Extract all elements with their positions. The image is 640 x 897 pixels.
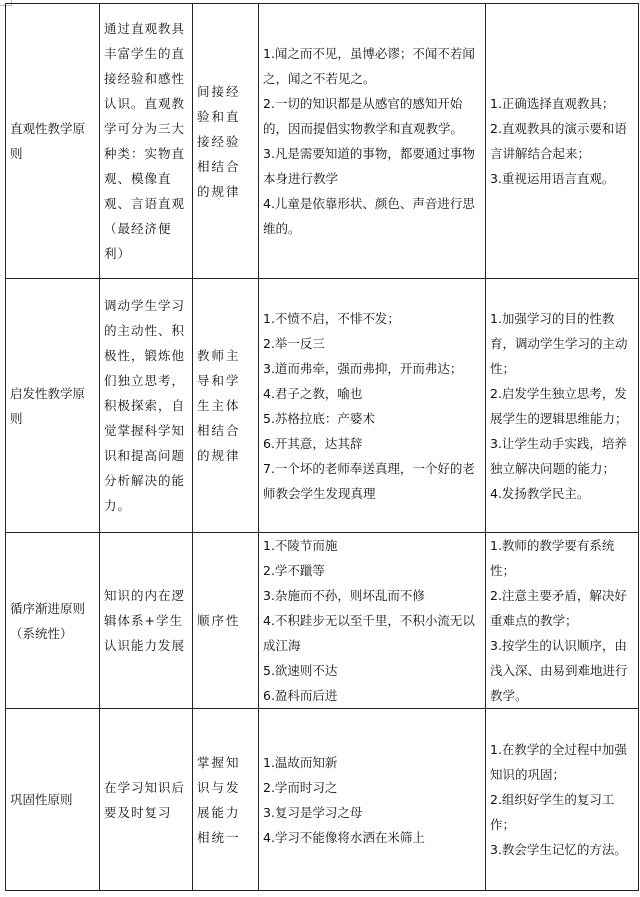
principle-requirements (486, 533, 639, 709)
quote-item: 4.君子之教，喻也 (263, 385, 363, 401)
principle-quotes (259, 279, 486, 533)
principle-meaning: 知识的内在逻辑体系+学生认识能力发展 (100, 533, 193, 709)
principle-law: 间接经验和直接经验相结合的规律 (193, 4, 259, 279)
requirement-item: 1.在教学的全过程中加强知识的巩固； (490, 742, 627, 782)
quote-item: 1.温故而知新 (263, 754, 338, 770)
requirement-item: 1.正确选择直观教具； (490, 96, 615, 111)
principle-requirements (486, 709, 639, 891)
requirement-item: 2.组织好学生的复习工作； (490, 792, 615, 832)
quote-item: 2.举一反三 (263, 335, 325, 351)
quote-item: 6.盈科而后进 (263, 688, 338, 703)
principle-quotes (259, 709, 486, 891)
principle-quotes (259, 4, 486, 279)
principle-name: 启发性教学原则 (6, 279, 100, 533)
table-row (6, 709, 639, 891)
principle-name: 巩固性原则 (6, 709, 100, 891)
principle-meaning: 在学习知识后要及时复习 (100, 709, 193, 891)
quote-item: 5.苏格拉底：产婆术 (263, 410, 375, 426)
quote-item: 5.欲速则不达 (263, 663, 338, 678)
quote-item: 2.学不躐等 (263, 563, 325, 578)
principle-quotes[interactable] (259, 533, 486, 709)
requirement-item: 1.加强学习的目的性教育，调动学生学习的主动性； (490, 310, 628, 376)
principle-law: 掌握知识与发展能力相统一 (193, 709, 259, 891)
quote-item: 3.道而弗牵，强而弗抑，开而弗达； (263, 360, 463, 376)
requirement-item: 2.启发学生独立思考，发展学生的逻辑思维能力； (490, 385, 628, 426)
principle-name: 循序渐进原则（系统性） (6, 533, 100, 709)
principle-meaning: 调动学生学习的主动性、积极性，锻炼他们独立思考，积极探索，自觉掌握科学知识和提高问题分析解决的能力。 (100, 279, 193, 533)
quote-item: 2.学而时习之 (263, 779, 338, 795)
table-row (6, 533, 639, 709)
principle-requirements (486, 279, 639, 533)
quote-item: 2.一切的知识都是从感官的感知开始的，因而提倡实物教学和直观教学。 (263, 96, 464, 136)
requirement-item: 4.发扬教学民主。 (490, 485, 590, 501)
principle-requirements (486, 4, 639, 279)
principle-meaning: 通过直观教具丰富学生的直接经验和感性认识。直观教学可分为三大种类：实物直观、模像直观、言语直观（最经济便利） (100, 4, 193, 279)
requirement-item: 3.重视运用语言直观。 (490, 171, 615, 186)
requirement-item: 2.注意主要矛盾，解决好重难点的教学； (490, 588, 627, 628)
table-row (6, 279, 639, 533)
quote-item: 3.杂施而不孙，则坏乱而不修 (263, 588, 425, 603)
quote-item: 1.闻之而不见，虽博必谬；不闻不若闻之，闻之不若见之。 (263, 46, 475, 86)
quote-item: 1.不愤不启，不悱不发； (263, 310, 400, 326)
principle-name: 直观性教学原则 (6, 4, 100, 279)
quote-item: 1.不陵节而施 (263, 538, 338, 553)
requirement-item: 3.按学生的认识顺序，由浅入深、由易到难地进行教学。 (490, 638, 628, 703)
principle-law: 教师主导和学生主体相结合的规律 (193, 279, 259, 533)
quote-item: 6.开其意，达其辞 (263, 435, 363, 451)
quote-item: 4.不积跬步无以至千里，不积小流无以成江海 (263, 613, 475, 653)
quote-item: 4.学习不能像将水洒在米筛上 (263, 829, 425, 845)
quote-item: 3.复习是学习之母 (263, 804, 363, 820)
table-row (6, 4, 639, 279)
requirement-item: 2.直观教具的演示要和语言讲解结合起来； (490, 121, 627, 161)
teaching-principles-table (5, 3, 639, 891)
requirement-item: 3.教会学生记忆的方法。 (490, 842, 627, 857)
requirement-item: 3.让学生动手实践，培养独立解决问题的能力； (490, 435, 627, 476)
quote-item: 7.一个坏的老师奉送真理，一个好的老师教会学生发现真理 (263, 460, 475, 501)
quote-item: 4.儿童是依靠形状、颜色、声音进行思维的。 (263, 196, 475, 236)
requirement-item: 1.教师的教学要有系统性； (490, 538, 615, 578)
quote-item: 3.凡是需要知道的事物，都要通过事物本身进行教学 (263, 146, 475, 186)
principle-law: 顺序性 (193, 533, 259, 709)
